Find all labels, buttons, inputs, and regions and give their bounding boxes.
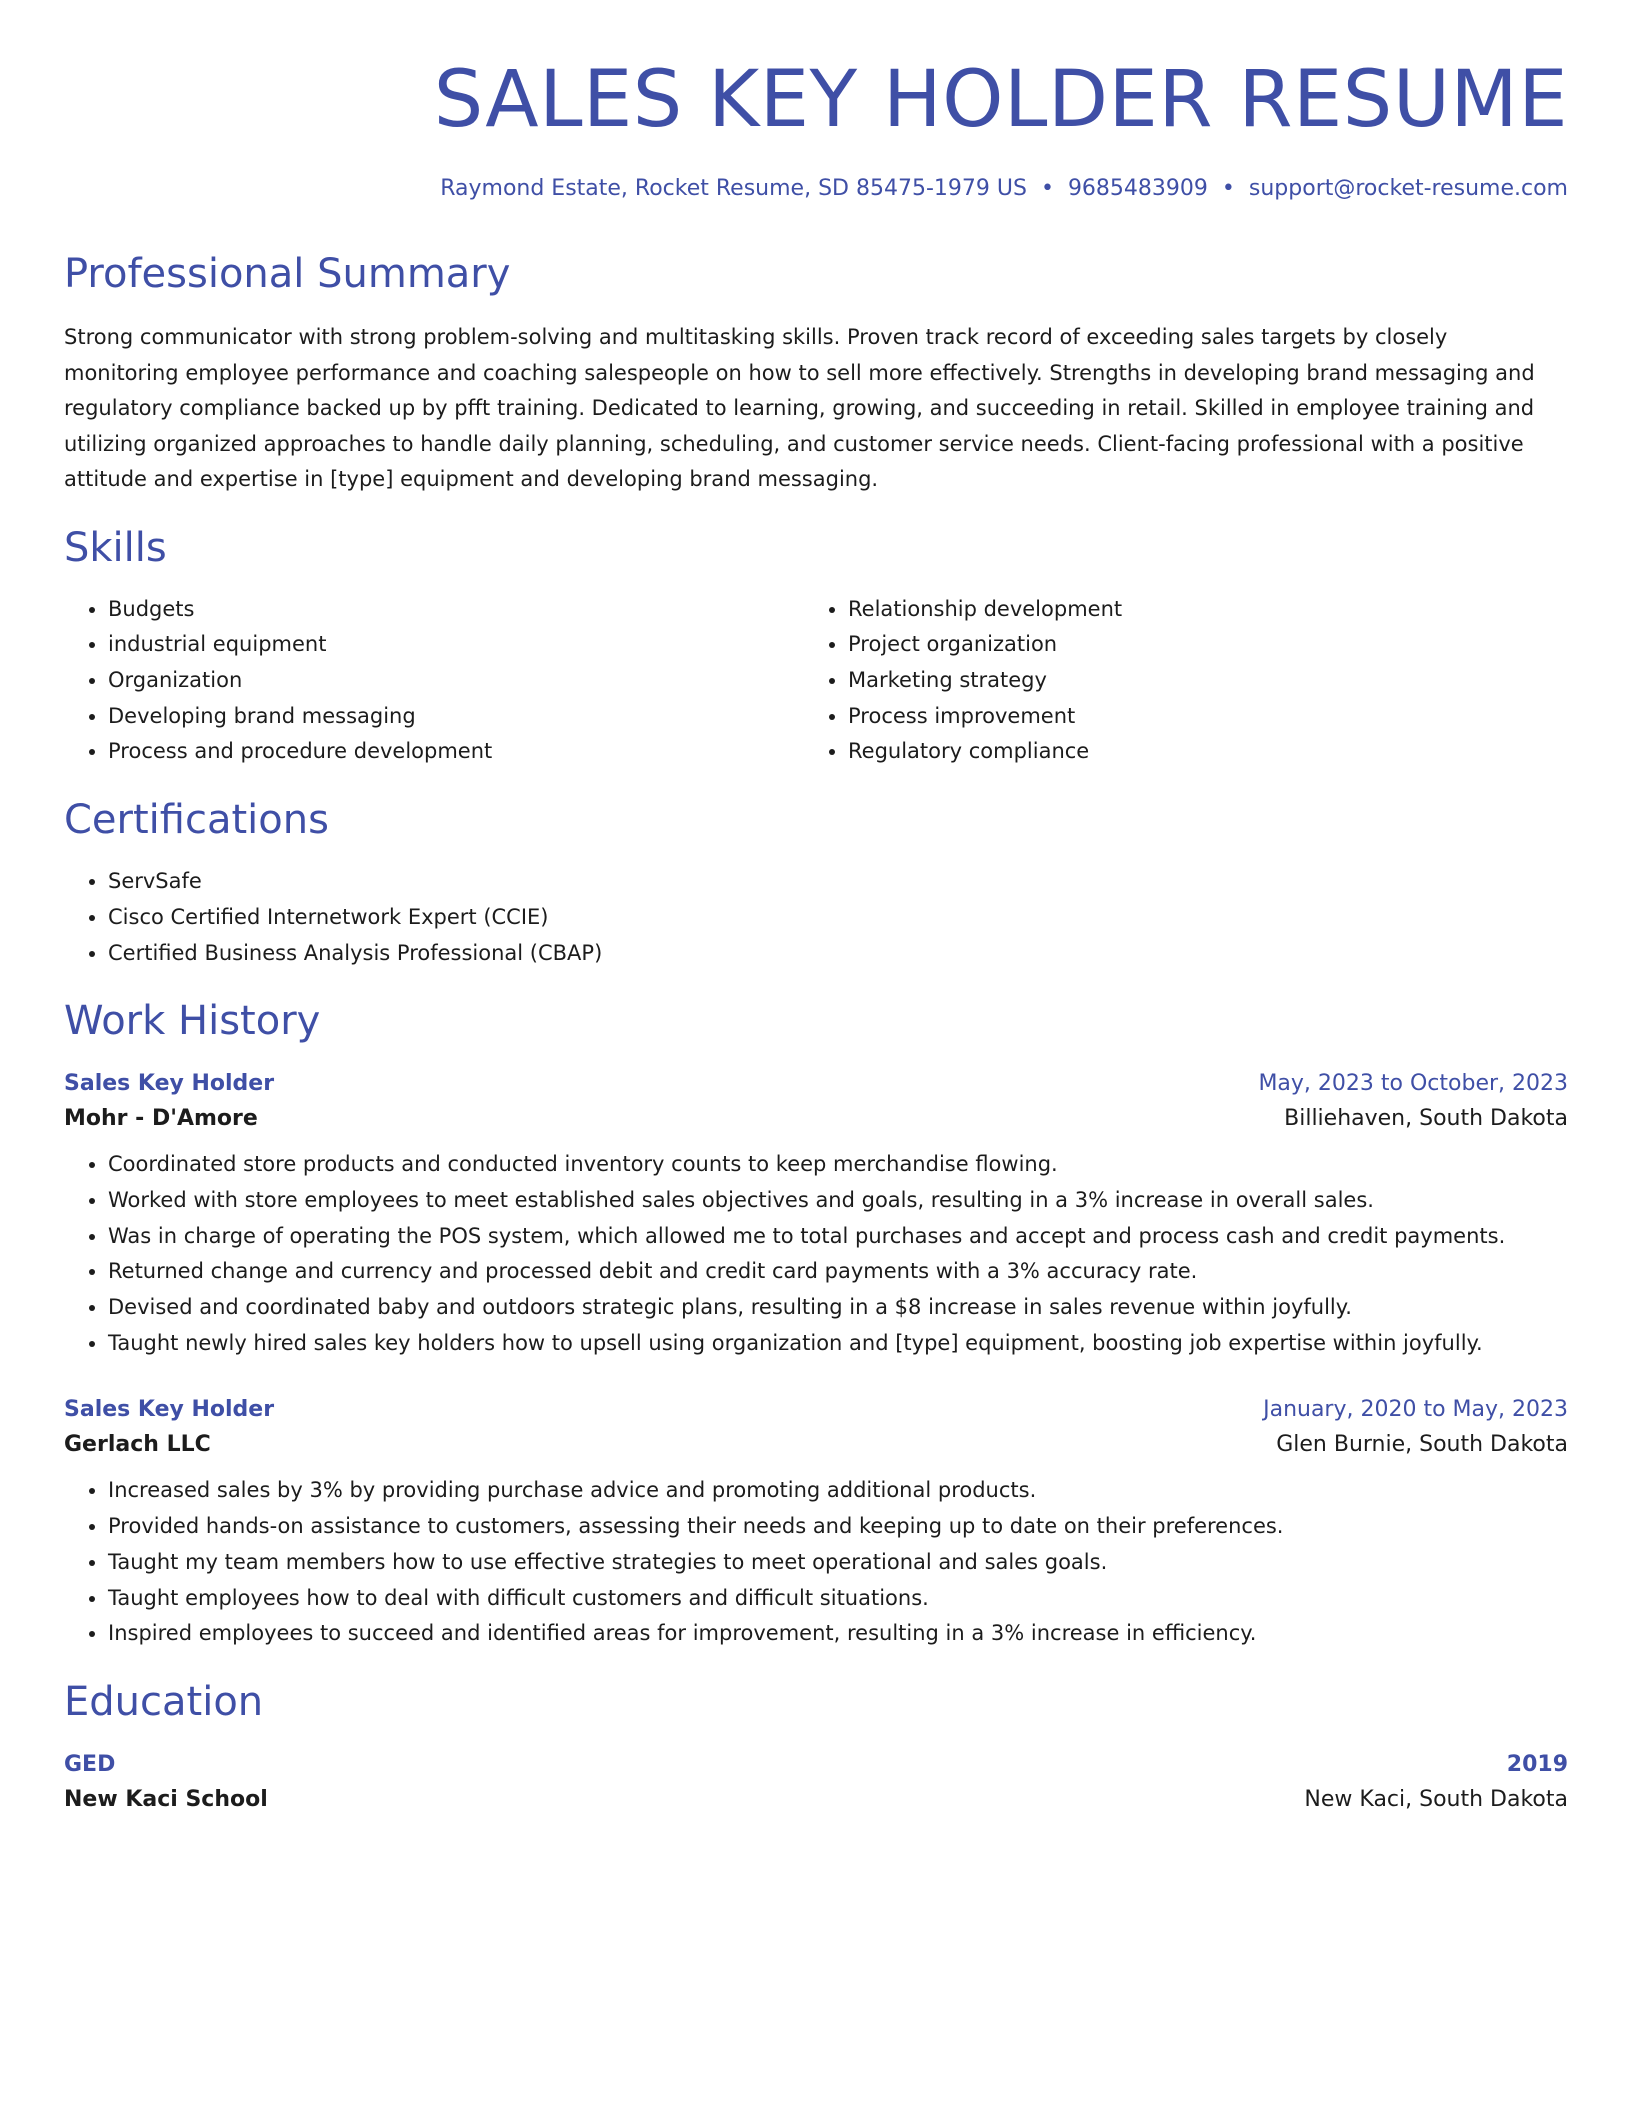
- certifications-heading: Certifications: [64, 797, 329, 844]
- contact-address: Raymond Estate, Rocket Resume, SD 85475-1979 US: [440, 175, 1027, 201]
- job-bullet-list: [64, 1147, 1568, 1361]
- work-history-heading: Work History: [64, 998, 321, 1045]
- education-entry: [64, 1752, 1568, 1812]
- skills-column-right: [804, 592, 1544, 771]
- job-bullet: • Worked with store employees to meet established sales objectives and goals, resulting in a 3% increase in overall sales.: [108, 1183, 1568, 1219]
- contact-separator: •: [1040, 175, 1054, 201]
- skill-item: • Process improvement: [848, 699, 1544, 735]
- job-entry: [64, 1071, 1568, 1361]
- job-dates: May, 2023 to October, 2023: [1258, 1071, 1568, 1097]
- job-bullet: • Coordinated store products and conducted inventory counts to keep merchandise flowing.: [108, 1147, 1568, 1183]
- contact-line: [64, 176, 1568, 202]
- job-title: Sales Key Holder: [64, 1071, 275, 1097]
- job-company-row: [64, 1106, 1568, 1131]
- skill-item: • Process and procedure development: [108, 734, 804, 770]
- job-entry: [64, 1397, 1568, 1652]
- summary-heading: Professional Summary: [64, 251, 511, 298]
- job-title: Sales Key Holder: [64, 1397, 275, 1423]
- job-bullet: • Inspired employees to succeed and identified areas for improvement, resulting in a 3% increase in efficiency.: [108, 1616, 1568, 1652]
- job-bullet: • Returned change and currency and processed debit and credit card payments with a 3% accuracy rate.: [108, 1254, 1568, 1290]
- job-bullet: • Taught my team members how to use effective strategies to meet operational and sales goals.: [108, 1545, 1568, 1581]
- job-company: Mohr - D'Amore: [64, 1106, 258, 1132]
- job-bullet: • Provided hands-on assistance to customers, assessing their needs and keeping up to date on their preferences.: [108, 1509, 1568, 1545]
- skills-heading: Skills: [64, 524, 167, 571]
- job-bullet: • Was in charge of operating the POS system, which allowed me to total purchases and accept and process cash and credit payments.: [108, 1219, 1568, 1255]
- job-company: Gerlach LLC: [64, 1432, 211, 1458]
- job-dates: January, 2020 to May, 2023: [1263, 1397, 1568, 1423]
- education-year: 2019: [1506, 1751, 1568, 1777]
- certification-item: • Certified Business Analysis Professional (CBAP): [108, 936, 1568, 972]
- skill-item: • Budgets: [108, 592, 804, 628]
- contact-phone: 9685483909: [1067, 175, 1208, 201]
- skill-item: • Project organization: [848, 627, 1544, 663]
- skill-item: • Relationship development: [848, 592, 1544, 628]
- job-bullet: • Devised and coordinated baby and outdoors strategic plans, resulting in a $8 increase in sales revenue within joyfully.: [108, 1290, 1568, 1326]
- certification-item: • ServSafe: [108, 864, 1568, 900]
- education-degree: GED: [64, 1751, 116, 1777]
- skills-list: [64, 592, 1568, 771]
- job-bullet: • Increased sales by 3% by providing purchase advice and promoting additional products.: [108, 1473, 1568, 1509]
- summary-text: Strong communicator with strong problem-solving and multitasking skills. Proven track record of exceeding sales targets by closely monitoring employee performance and coaching salespeople on how to sell more effectively. Strengths in developing brand messaging and regulatory compliance backed up by pfft training. Dedicated to learning, growing, and succeeding in retail. Skilled in employee training and utilizing organized approaches to handle daily planning, scheduling, and customer service needs. Client-facing professional with a positive attitude and expertise in [type] equipment and developing brand messaging.: [64, 325, 1535, 492]
- education-location: New Kaci, South Dakota: [1304, 1786, 1568, 1812]
- job-bullet-list: [64, 1473, 1568, 1652]
- contact-separator: •: [1221, 175, 1235, 201]
- resume-title: SALES KEY HOLDER RESUME: [433, 55, 1568, 145]
- certification-item: • Cisco Certified Internetwork Expert (CCIE): [108, 900, 1568, 936]
- skill-item: • Regulatory compliance: [848, 734, 1544, 770]
- job-bullet: • Taught employees how to deal with difficult customers and difficult situations.: [108, 1581, 1568, 1617]
- education-header-row: [64, 1752, 1568, 1777]
- education-school-row: [64, 1787, 1568, 1812]
- job-location: Billiehaven, South Dakota: [1284, 1106, 1568, 1132]
- contact-email: support@rocket-resume.com: [1248, 175, 1568, 201]
- education-school: New Kaci School: [64, 1786, 268, 1812]
- education-heading: Education: [64, 1678, 264, 1725]
- skills-column-left: [64, 592, 804, 771]
- skill-item: • Organization: [108, 663, 804, 699]
- job-bullet: • Taught newly hired sales key holders how to upsell using organization and [type] equipment, boosting job expertise within joyfully.: [108, 1326, 1568, 1362]
- job-header-row: [64, 1397, 1568, 1422]
- job-header-row: [64, 1071, 1568, 1096]
- skill-item: • industrial equipment: [108, 627, 804, 663]
- job-location: Glen Burnie, South Dakota: [1276, 1432, 1568, 1458]
- skill-item: • Marketing strategy: [848, 663, 1544, 699]
- job-company-row: [64, 1432, 1568, 1457]
- certifications-list: [64, 864, 1568, 971]
- skill-item: • Developing brand messaging: [108, 699, 804, 735]
